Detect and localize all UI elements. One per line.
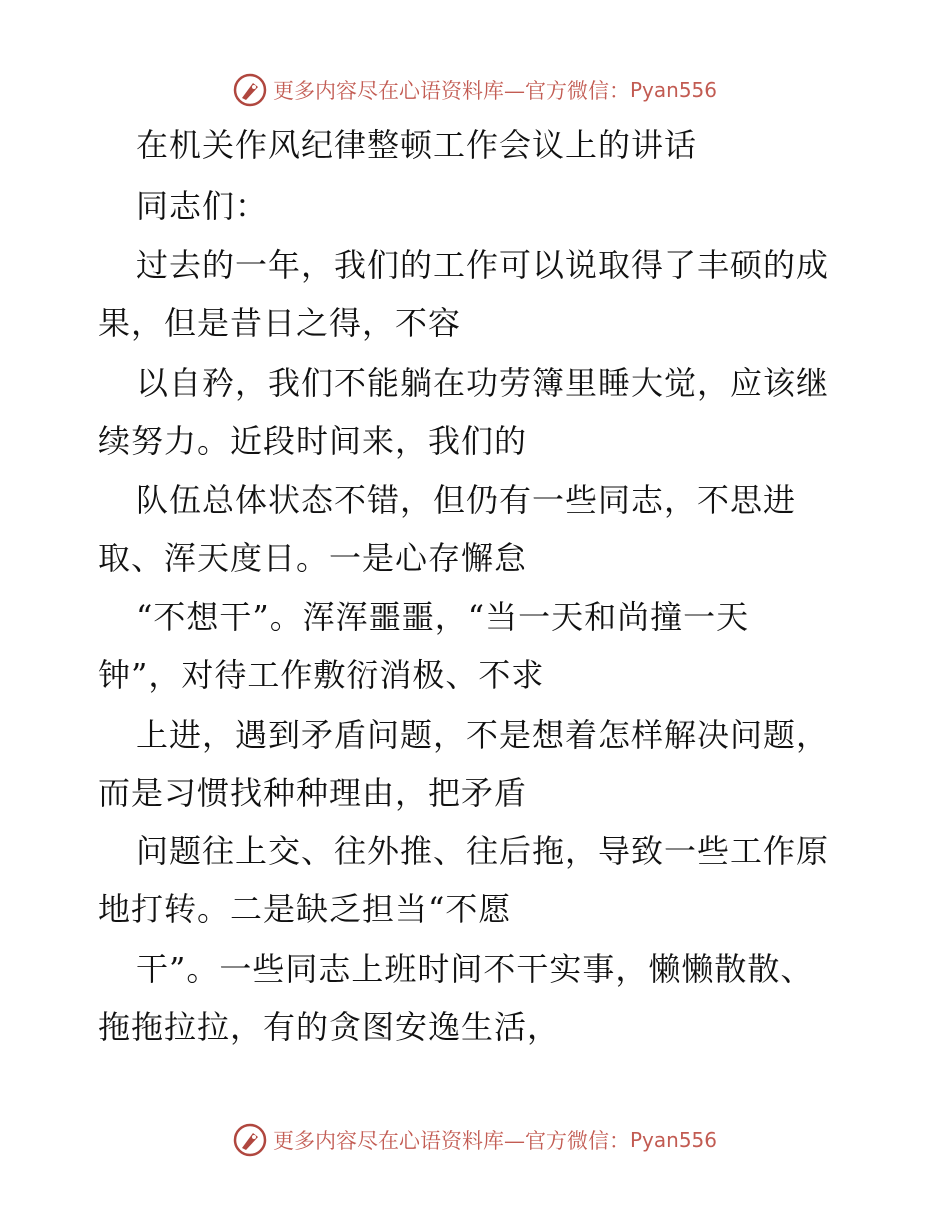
- text-line: 果，但是昔日之得，不容: [98, 304, 462, 342]
- banner-wechat-id: Pyan556: [629, 1128, 717, 1152]
- footer-banner: [0, 1120, 950, 1160]
- banner-text: 更多内容尽在心语资料库—官方微信：: [272, 1129, 630, 1153]
- banner-text: 更多内容尽在心语资料库—官方微信：: [272, 79, 630, 103]
- text-line: 干”。一些同志上班时间不干实事，懒懒散散、: [136, 950, 814, 988]
- text-line: 以自矜，我们不能躺在功劳簿里睡大觉，应该继: [136, 364, 830, 402]
- text-line: 队伍总体状态不错，但仍有一些同志，不思进: [136, 481, 797, 519]
- pen-nib-logo-icon: [233, 1123, 267, 1157]
- text-line: 拖拖拉拉，有的贪图安逸生活，: [98, 1008, 561, 1046]
- text-line: 上进，遇到矛盾问题，不是想着怎样解决问题，: [136, 716, 830, 754]
- text-line: 地打转。二是缺乏担当“不愿: [98, 890, 512, 928]
- banner-wechat-id: Pyan556: [629, 78, 717, 102]
- salutation: 同志们：: [136, 187, 269, 225]
- document-title: 在机关作风纪律整顿工作会议上的讲话: [136, 126, 698, 164]
- pen-nib-logo-icon: [233, 73, 267, 107]
- text-line: 过去的一年，我们的工作可以说取得了丰硕的成: [136, 246, 830, 284]
- text-line: 问题往上交、往外推、往后拖，导致一些工作原: [136, 832, 830, 870]
- text-line: “不想干”。浑浑噩噩，“当一天和尚撞一天: [136, 598, 750, 636]
- text-line: 钟”，对待工作敷衍消极、不求: [98, 656, 545, 694]
- text-line: 取、浑天度日。一是心存懈怠: [98, 539, 528, 577]
- text-line: 续努力。近段时间来，我们的: [98, 422, 528, 460]
- header-banner: [0, 70, 950, 110]
- text-line: 而是习惯找种种理由，把矛盾: [98, 774, 528, 812]
